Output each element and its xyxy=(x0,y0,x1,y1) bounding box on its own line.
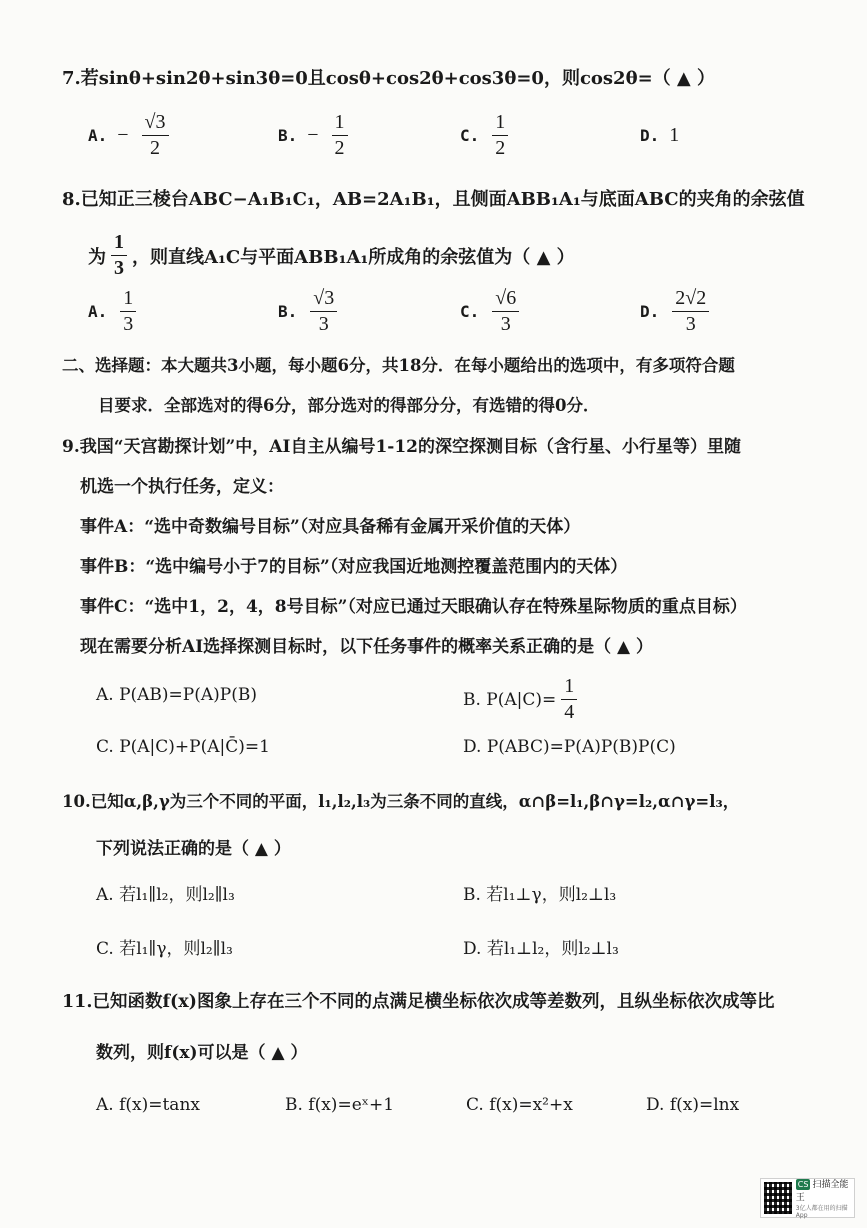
q10-option-c: C. 若l₁∥γ，则l₂∥l₃ xyxy=(96,939,233,959)
q7-option-d xyxy=(640,124,679,147)
q9-event-b: 事件B：“选中编号小于7的目标”（对应我国近地测控覆盖范围内的天体） xyxy=(80,557,628,577)
q11-line1: 11.已知函数f(x)图象上存在三个不同的点满足横坐标依次成等差数列，且纵坐标依次成等比 xyxy=(62,992,775,1012)
fraction xyxy=(310,288,337,335)
q8-suffix: ，则直线A₁C与平面ABB₁A₁所成角的余弦值为（ ▲ ） xyxy=(132,246,575,268)
numerator: 1 xyxy=(111,232,127,256)
q9-option-a: A. P(AB)=P(A)P(B) xyxy=(96,685,257,705)
q11-option-b: B. f(x)=eˣ+1 xyxy=(285,1095,395,1115)
numerator: 1 xyxy=(561,676,577,700)
q8-stem-line2 xyxy=(88,232,575,279)
denominator: 3 xyxy=(123,313,134,335)
q11-option-c: C. f(x)=x²+x xyxy=(466,1095,573,1115)
q11-option-d: D. f(x)=lnx xyxy=(646,1095,740,1115)
fraction xyxy=(672,288,709,335)
q9-line2: 机选一个执行任务，定义： xyxy=(80,477,284,497)
denominator: 2 xyxy=(150,137,161,159)
q11-line2: 数列，则f(x)可以是（ ▲ ） xyxy=(96,1043,308,1063)
q8-prefix: 为 xyxy=(88,246,106,268)
option-label: D. xyxy=(640,126,660,145)
denominator: 2 xyxy=(334,137,345,159)
q8-option-c xyxy=(460,288,522,335)
q9-question: 现在需要分析AI选择探测目标时，以下任务事件的概率关系正确的是（ ▲ ） xyxy=(80,637,654,657)
q8-option-b xyxy=(278,288,340,335)
fraction xyxy=(120,288,136,335)
fraction xyxy=(492,288,519,335)
option-label: B. xyxy=(278,126,298,145)
denominator: 3 xyxy=(500,313,511,335)
q8-option-a xyxy=(88,288,139,335)
denominator: 4 xyxy=(564,701,575,723)
numerator: 1 xyxy=(332,112,348,136)
q10-option-b: B. 若l₁⊥γ，则l₂⊥l₃ xyxy=(463,885,617,905)
q9-option-d: D. P(ABC)=P(A)P(B)P(C) xyxy=(463,737,676,757)
watermark-text xyxy=(796,1177,851,1219)
section2-line1: 二、选择题：本大题共3小题，每小题6分，共18分．在每小题给出的选项中，有多项符合题 xyxy=(62,356,735,375)
numerator: 1 xyxy=(120,288,136,312)
denominator: 3 xyxy=(685,313,696,335)
q7-stem: 7.若sinθ+sin2θ+sin3θ=0且cosθ+cos2θ+cos3θ=0，则cos2θ=（ ▲ ） xyxy=(62,68,716,89)
cs-logo-icon: CS xyxy=(797,1180,809,1189)
option-label: C. xyxy=(460,302,480,321)
fraction xyxy=(111,232,127,279)
numerator: 1 xyxy=(492,112,508,136)
q10-option-a: A. 若l₁∥l₂，则l₂∥l₃ xyxy=(96,885,235,905)
numerator: √3 xyxy=(142,112,169,136)
q8-stem-line1: 8.已知正三棱台ABC−A₁B₁C₁，AB=2A₁B₁，且侧面ABB₁A₁与底面ABC的夹角的余弦值 xyxy=(62,189,805,210)
watermark-subtitle: 3亿人都在用的扫描App xyxy=(795,1205,848,1219)
q7-option-c xyxy=(460,112,511,159)
option-label: A. xyxy=(88,126,108,145)
minus-sign: − xyxy=(117,124,129,146)
q11-option-a: A. f(x)=tanx xyxy=(96,1095,200,1115)
q9-option-c: C. P(A|C)+P(A|C̄)=1 xyxy=(96,737,270,757)
q9-line1: 9.我国“天宫勘探计划”中，AI自主从编号1-12的深空探测目标（含行星、小行星等）里随 xyxy=(62,437,741,457)
denominator: 3 xyxy=(318,313,329,335)
q9-option-b xyxy=(463,676,580,723)
q8-option-d xyxy=(640,288,712,335)
q7-option-a xyxy=(88,112,172,159)
fraction xyxy=(492,112,508,159)
option-text: B. P(A|C)= xyxy=(463,689,557,710)
watermark-title: 扫描全能王 xyxy=(795,1180,849,1203)
q9-event-c: 事件C：“选中1，2，4，8号目标”（对应已通过天眼确认存在特殊星际物质的重点目标） xyxy=(80,597,747,617)
option-label: B. xyxy=(278,302,298,321)
fraction xyxy=(561,676,577,723)
q10-line1: 10.已知α,β,γ为三个不同的平面，l₁,l₂,l₃为三条不同的直线，α∩β=l₁,β∩γ=l₂,α∩γ=l₃， xyxy=(62,792,740,811)
option-value: 1 xyxy=(669,124,680,146)
option-label: A. xyxy=(88,302,108,321)
option-label: C. xyxy=(460,126,480,145)
q10-line2: 下列说法正确的是（ ▲ ） xyxy=(96,839,291,859)
q9-event-a: 事件A：“选中奇数编号目标”（对应具备稀有金属开采价值的天体） xyxy=(80,517,581,537)
numerator: √3 xyxy=(310,288,337,312)
scanner-watermark xyxy=(760,1178,855,1218)
section2-line2: 目要求．全部选对的得6分，部分选对的得部分分，有选错的得0分． xyxy=(98,396,600,415)
denominator: 2 xyxy=(495,137,506,159)
minus-sign: − xyxy=(307,124,319,146)
denominator: 3 xyxy=(114,257,124,279)
fraction xyxy=(332,112,348,159)
q10-option-d: D. 若l₁⊥l₂，则l₂⊥l₃ xyxy=(463,939,619,959)
fraction xyxy=(142,112,169,159)
qr-code-icon xyxy=(764,1182,792,1214)
option-label: D. xyxy=(640,302,660,321)
q7-option-b xyxy=(278,112,351,159)
numerator: 2√2 xyxy=(672,288,709,312)
numerator: √6 xyxy=(492,288,519,312)
